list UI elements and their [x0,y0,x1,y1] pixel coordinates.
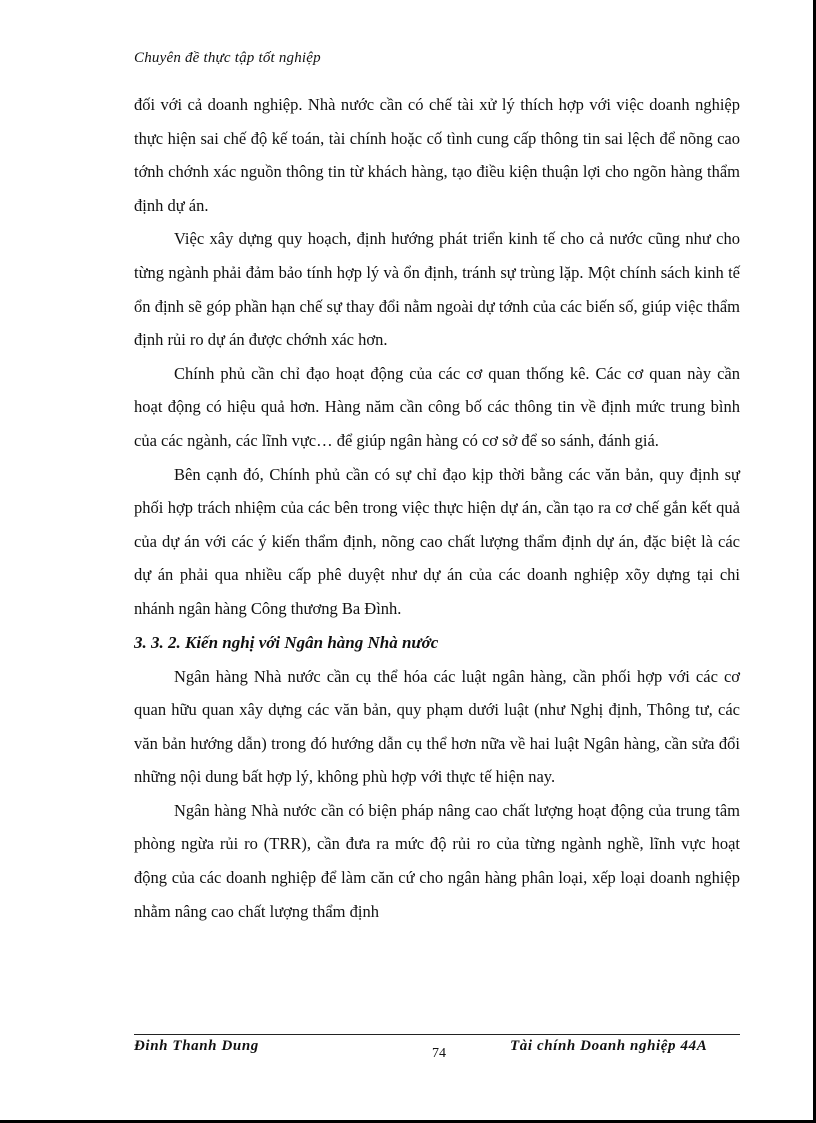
paragraph-1: đối với cả doanh nghiệp. Nhà nước cần có chế tài xử lý thích hợp với việc doanh nghiệp thực hiện sai chế độ kế toán, tài chính hoặc cố tình cung cấp thông tin sai lệch để nõng cao tớnh chớnh xác nguồn thông tin từ khách hàng, tạo điều kiện thuận lợi cho ngõn hàng thẩm định dự án. [134,95,740,215]
page-header: Chuyên đề thực tập tốt nghiệp [134,50,321,66]
paragraph-4: Bên cạnh đó, Chính phủ cần có sự chỉ đạo kịp thời bằng các văn bản, quy định sự phối hợp trách nhiệm của các bên trong việc thực hiện dự án, cần tạo ra cơ chế gắn kết quả của dự án với các ý kiến thẩm định, nõng cao chất lượng thẩm định dự án, đặc biệt là các dự án phải qua nhiều cấp phê duyệt như dự án của các doanh nghiệp xõy dựng tại chi nhánh ngân hàng Công thương Ba Đình. [134,464,740,618]
paragraph-3: Chính phủ cần chỉ đạo hoạt động của các cơ quan thống kê. Các cơ quan này cần hoạt động có hiệu quả hơn. Hàng năm cần công bố các thông tin về định mức trung bình của các ngành, các lĩnh vực… để giúp ngân hàng có cơ sở để so sánh, đánh giá. [134,363,740,450]
footer-divider [134,1034,740,1035]
footer-class: Tài chính Doanh nghiệp 44A [510,1038,708,1054]
body-text [134,88,740,928]
paragraph-5: Ngân hàng Nhà nước cần cụ thể hóa các luật ngân hàng, cần phối hợp với các cơ quan hữu quan xây dựng các văn bản, quy phạm dưới luật (như Nghị định, Thông tư, các văn bản hướng dẫn) trong đó hướng dẫn cụ thể hơn nữa về hai luật Ngân hàng, cần sửa đổi những nội dung bất hợp lý, không phù hợp với thực tế hiện nay. [134,666,740,787]
section-heading: 3. 3. 2. Kiến nghị với Ngân hàng Nhà nước [134,632,439,652]
footer-author: Đinh Thanh Dung [134,1038,259,1054]
paragraph-6: Ngân hàng Nhà nước cần có biện pháp nâng cao chất lượng hoạt động của trung tâm phòng ngừa rủi ro (TRR), cần đưa ra mức độ rủi ro của từng ngành nghề, lĩnh vực hoạt động của các doanh nghiệp để làm căn cứ cho ngân hàng phân loại, xếp loại doanh nghiệp nhằm nâng cao chất lượng thẩm định [134,800,740,921]
page-number: 74 [432,1046,446,1061]
paragraph-2: Việc xây dựng quy hoạch, định hướng phát triển kinh tế cho cả nước cũng như cho từng ngành phải đảm bảo tính hợp lý và ổn định, tránh sự trùng lặp. Một chính sách kinh tế ổn định sẽ góp phần hạn chế sự thay đổi nằm ngoài dự tớnh của các biến số, giúp việc thẩm định rủi ro dự án được chớnh xác hơn. [134,229,740,350]
